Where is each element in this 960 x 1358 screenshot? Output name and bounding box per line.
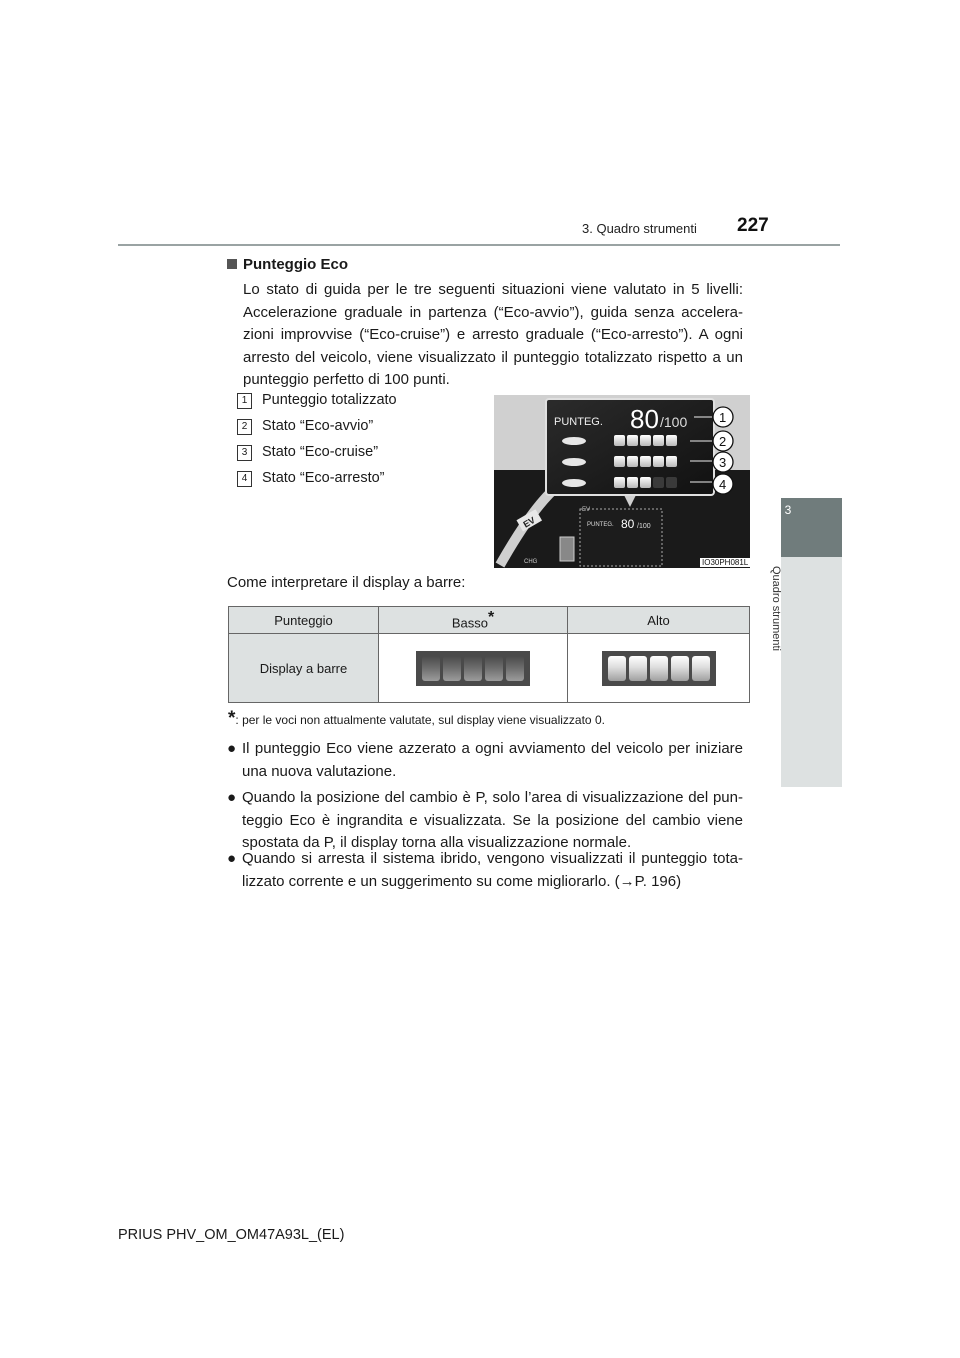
svg-text:4: 4 [719,477,727,492]
document-footer: PRIUS PHV_OM_OM47A93L_(EL) [118,1227,345,1243]
level-cell [653,477,664,488]
bar-cell [692,656,710,681]
chapter-number: 3 [784,503,792,517]
level-cell [627,477,638,488]
callout-number: 3 [237,445,252,461]
bullet-item: ● Il punteggio Eco viene azzerato a ogni avviamento del veicolo per iniziare una nuova valutazione. [227,740,743,780]
svg-text:EV: EV [521,514,537,530]
table-header-row [229,607,750,634]
eco-display-diagram [494,395,750,568]
svg-text:1: 1 [719,410,727,425]
bar-display-intro: Come interpretare il display a barre: [227,574,466,591]
level-cell [627,435,638,446]
ev-label: EV [582,507,591,513]
callout-item-1: 1 Punteggio totalizzato [237,392,397,409]
callout-item-2: 2 Stato “Eco-avvio” [237,418,373,435]
level-cell [666,435,677,446]
bar-cell [506,656,524,681]
car-icon [562,437,586,445]
table-row [229,634,750,703]
bullet-item: ● Quando si arresta il sistema ibrido, vengono visualizzati il punteggio tota-lizzato corrente e un suggerimento su come migliorarlo. (→P. 196) [227,850,743,890]
level-cell [627,456,638,467]
callout-item-3: 3 Stato “Eco-cruise” [237,444,378,461]
bullet-item: ● Quando la posizione del cambio è P, solo l’area di visualizzazione del pun-teggio Eco è ingrandita e visualizzata. Se la posizione del cambio viene spostata da P, il display torna alla visualizzazione normale. [227,789,743,851]
chapter-title: Quadro strumenti [770,566,782,651]
level-cell [640,477,651,488]
bar-cell [485,656,503,681]
bar-cell [629,656,647,681]
score-value: 80 [630,404,659,434]
footnote: *: per le voci non attualmente valutate, sul display viene visualizzato 0. [228,708,605,729]
small-score-label: PUNTEG. [587,522,614,528]
level-rows [562,435,677,488]
level-cell [666,477,677,488]
bullet-dot-icon: ● [227,789,237,806]
table-header-low: Basso* [379,607,568,634]
level-cell [640,456,651,467]
car-icon [562,479,586,487]
small-score-max: /100 [637,523,651,530]
bar-cell [671,656,689,681]
header-rule [118,244,840,246]
bar-group-high [602,651,716,686]
table-row-label: Display a barre [229,634,379,703]
page-number: 227 [737,215,769,236]
score-label: PUNTEG. [554,416,603,428]
level-cell [614,435,625,446]
square-bullet-icon [227,259,237,269]
bar-display-table [228,606,750,703]
image-code: IO30PH081L [702,558,749,567]
level-cell [614,456,625,467]
table-header-score: Punteggio [229,607,379,634]
section-heading: Punteggio Eco [227,256,348,273]
chg-label: CHG [524,559,538,565]
callout-number: 1 [237,393,252,409]
bar-cell [422,656,440,681]
svg-text:3: 3 [719,455,727,470]
battery-icon [560,537,574,561]
eco-score-illustration [494,395,750,568]
level-cell [653,456,664,467]
level-cell [666,456,677,467]
bar-display-high [568,634,750,703]
bullet-dot-icon: ● [227,740,237,757]
small-score-value: 80 [621,517,635,531]
section-paragraph: Lo stato di guida per le tre seguenti situazioni viene valutato in 5 livelli: Accelerazione graduale in partenza (“Eco-avvio”), guida senza accelera-zioni improvvise (“Eco-cruise”) e arresto graduale (“Eco-arresto”). A ogni arresto del veicolo, viene visualizzato il punteggio totalizzato rispetto a un punteggio perfetto di 100 punti. [243,281,743,388]
callout-number: 2 [237,419,252,435]
car-icon [562,458,586,466]
level-cell [640,435,651,446]
callout-number: 4 [237,471,252,487]
bar-cell [464,656,482,681]
score-max: /100 [660,414,688,430]
bar-group-low [416,651,530,686]
table-header-high: Alto [568,607,750,634]
bar-cell [650,656,668,681]
bullet-dot-icon: ● [227,850,237,867]
level-cell [653,435,664,446]
bar-display-low [379,634,568,703]
bar-cell [443,656,461,681]
svg-text:2: 2 [719,434,727,449]
bar-cell [608,656,626,681]
callout-item-4: 4 Stato “Eco-arresto” [237,470,385,487]
level-cell [614,477,625,488]
running-header-title: 3. Quadro strumenti [582,221,697,236]
